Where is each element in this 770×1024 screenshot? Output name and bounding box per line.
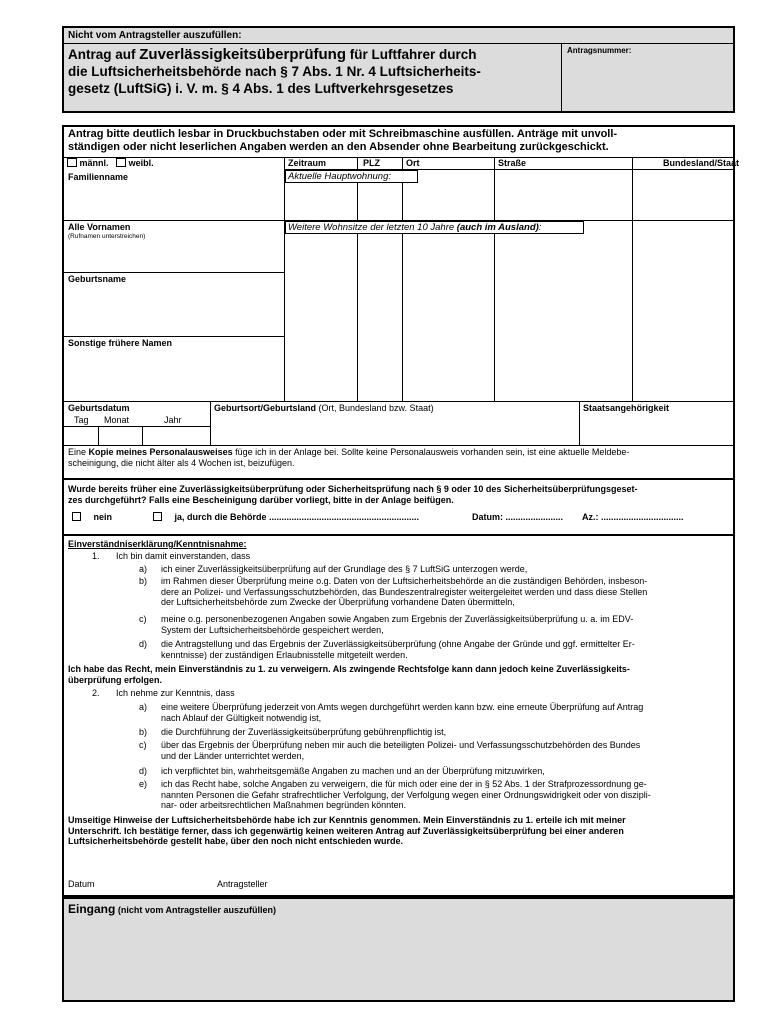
- hauptwohnung-land-field[interactable]: [634, 171, 733, 219]
- frueher-answer-row: nein: [72, 512, 112, 523]
- hauptwohnung-ort-field[interactable]: [404, 171, 493, 219]
- hauptwohnung-label: Aktuelle Hauptwohnung:: [285, 170, 418, 183]
- jahr-label: Jahr: [164, 415, 182, 425]
- col-zeitraum: Zeitraum: [288, 158, 327, 168]
- letter-b: b): [139, 576, 148, 586]
- kenntnis-d: ich verpflichtet bin, wahrheitsgemäße Angaben zu machen und an der Überprüfung mitzuwirken,: [161, 766, 545, 776]
- weitere-wohnsitze-label: Weitere Wohnsitze der letzten 10 Jahre (auch im Ausland):: [285, 221, 584, 234]
- ausweis-text: Eine Kopie meines Personalausweises füge ich in der Anlage bei. Sollte keine Personalausweis vorhanden sein, ist eine aktuelle Meldebe- scheinigung, die nicht älter als 4 Wochen ist, beizufügen.: [68, 447, 630, 468]
- staatsangehoerigkeit-label: Staatsangehörigkeit: [583, 403, 670, 413]
- maennl-checkbox[interactable]: [67, 158, 77, 167]
- datum-label: Datum: [68, 879, 95, 889]
- ja-row: ja, durch die Behörde ............................................................: [153, 512, 419, 523]
- consent-b: im Rahmen dieser Überprüfung meine o.g. Daten von der Luftsicherheitsbehörde an die zuständigen Behörden, insbeson- dere an Polizei- und Verfassungsschutzbehörden, das Bundeszentralregister weitergeleitet werden und dass diese Stellen der Luftsicherheitsbehörde zum Zwecke der Überprüfung vorhandene Daten übermitteln,: [161, 576, 648, 607]
- vornamen-field[interactable]: [64, 242, 282, 272]
- kenntnis-a: eine weitere Überprüfung jederzeit von Amts wegen durchgeführt werden kann bzw. eine erneute Überprüfung auf Antrag nach Ablauf der Gültigkeit notwendig ist,: [161, 702, 644, 723]
- final-statement: Umseitige Hinweise der Luftsicherheitsbehörde habe ich zur Kenntnis genommen. Mein Einverständnis zu 1. erteile ich mit meiner Unterschrift. Ich bestätige ferner, dass ich gegenwärtig keinen weiteren Antrag auf Zuverlässigkeitsüberprüfung bei einer anderen Luftsicherheitsbehörde gestellt habe, über den noch nicht entschieden wurde.: [68, 815, 626, 846]
- geburtsname-field[interactable]: [64, 286, 282, 336]
- consent-p1-text: Ich bin damit einverstanden, dass: [116, 551, 251, 561]
- vornamen-label: Alle Vornamen: [68, 222, 131, 232]
- intro-text: Antrag bitte deutlich lesbar in Druckbuchstaben oder mit Schreibmaschine ausfüllen. Anträge mit unvoll- ständigen oder nicht leserlichen Angaben werden an den Absender ohne Bearbeitung zurückgeschickt.: [68, 128, 618, 153]
- geburtsort-label: Geburtsort/Geburtsland (Ort, Bundesland bzw. Staat): [214, 403, 434, 413]
- monat-label: Monat: [104, 415, 130, 425]
- kenntnis-c: über das Ergebnis der Überprüfung neben mir auch die beteiligten Polizei- und Verfassungsschutzbehörden des Bundes und der Länder unterrichtet werden,: [161, 740, 641, 761]
- staatsangehoerigkeit-field[interactable]: [581, 416, 733, 444]
- tag-label: Tag: [74, 415, 89, 425]
- consent-d: die Antragstellung und das Ergebnis der Zuverlässigkeitsüberprüfung (ohne Angabe der Gründe und ggf. ermittelter Er- kenntnisse) der zuständigen Erlaubnisstelle mitgeteilt werden.: [161, 639, 635, 660]
- geburtsort-field[interactable]: [212, 416, 578, 444]
- kenntnis-b: die Durchführung der Zuverlässigkeitsüberprüfung gebührenpflichtig ist,: [161, 727, 447, 737]
- k-letter-e: e): [139, 779, 148, 789]
- recht-text: Ich habe das Recht, mein Einverständnis zu 1. zu verweigern. Als zwingende Rechtsfolge kann dann jedoch keine Zuverlässigkeits- überprüfung erfolgen.: [68, 664, 630, 685]
- hauptwohnung-plz-field[interactable]: [359, 171, 401, 219]
- geburtsname-label: Geburtsname: [68, 274, 127, 284]
- form-title: Antrag auf Zuverlässigkeitsüberprüfung für Luftfahrer durch die Luftsicherheitsbehörde nach § 7 Abs. 1 Nr. 4 Luftsicherheits- gesetz (LuftSiG) i. V. m. § 4 Abs. 1 des Luftverkehrsgesetzes: [68, 46, 481, 96]
- geburtsdatum-label: Geburtsdatum: [68, 403, 130, 413]
- gender-row: männl. weibl.: [67, 158, 154, 169]
- familienname-label: Familienname: [68, 172, 129, 182]
- consent-heading: Einverständniserklärung/Kenntnisnahme:: [68, 539, 247, 549]
- weibl-checkbox[interactable]: [116, 158, 126, 167]
- eingang-title: Eingang (nicht vom Antragsteller auszufüllen): [68, 902, 277, 916]
- datum-signature-field[interactable]: [66, 850, 206, 878]
- col-bundesland: Bundesland/Staat: [663, 158, 740, 168]
- ja-checkbox[interactable]: [153, 512, 162, 521]
- antragsnummer-label: Antragsnummer:: [567, 46, 632, 55]
- vornamen-hint: (Rufnamen unterstreichen): [68, 233, 146, 240]
- letter-d: d): [139, 639, 148, 649]
- letter-a: a): [139, 564, 148, 574]
- consent-p2-text: Ich nehme zur Kenntnis, dass: [116, 688, 235, 698]
- kenntnis-e: ich das Recht habe, solche Angaben zu verweigern, die für mich oder eine der in § 52 Abs. 1 der Strafprozessordnung ge- nannten Personen die Gefahr strafrechtlicher Verfolgung, der Verfolgung wegen einer Ordnungswidrigkeit oder von diszipli- nar- oder arbeitsrechtlichen Maßnahmen begründen könnten.: [161, 779, 651, 810]
- hauptwohnung-zeitraum-field[interactable]: [286, 183, 356, 219]
- k-letter-c: c): [139, 740, 147, 750]
- consent-a: ich einer Zuverlässigkeitsüberprüfung auf der Grundlage des § 7 LuftSiG unterzogen werde,: [161, 564, 528, 574]
- col-plz: PLZ: [363, 158, 380, 168]
- k-letter-a: a): [139, 702, 148, 712]
- nein-checkbox[interactable]: [72, 512, 81, 521]
- frueher-question: Wurde bereits früher eine Zuverlässigkeitsüberprüfung oder Sicherheitsprüfung nach § 9 oder 10 des Sicherheitsüberprüfungsgeset- zes durchgeführt? Falls eine Bescheinigung darüber vorliegt, bitte in der Anlage beifügen.: [68, 484, 638, 505]
- consent-p2-number: 2.: [92, 688, 100, 698]
- col-ort: Ort: [406, 158, 420, 168]
- consent-p1-number: 1.: [92, 551, 100, 561]
- header-notice: Nicht vom Antragsteller auszufüllen:: [68, 30, 242, 41]
- letter-c: c): [139, 614, 147, 624]
- col-strasse: Straße: [498, 158, 527, 168]
- antragsteller-signature-field[interactable]: [214, 850, 514, 878]
- k-letter-d: d): [139, 766, 148, 776]
- familienname-field[interactable]: [64, 184, 282, 220]
- k-letter-b: b): [139, 727, 148, 737]
- frueher-datum[interactable]: Datum: .......................: [472, 512, 564, 522]
- hauptwohnung-strasse-field[interactable]: [496, 171, 631, 219]
- fruehere-namen-field[interactable]: [64, 350, 282, 400]
- antragsteller-label: Antragsteller: [217, 879, 268, 889]
- frueher-az[interactable]: Az.: .................................: [582, 512, 684, 522]
- fruehere-namen-label: Sonstige frühere Namen: [68, 338, 173, 348]
- title-highlight: Zuverlässigkeitsüberprüfung: [139, 46, 346, 63]
- consent-c: meine o.g. personenbezogenen Angaben sowie Angaben zum Ergebnis der Zuverlässigkeitsüberprüfung u. a. im EDV- System der Luftsicherheitsbehörde gespeichert werden,: [161, 614, 634, 635]
